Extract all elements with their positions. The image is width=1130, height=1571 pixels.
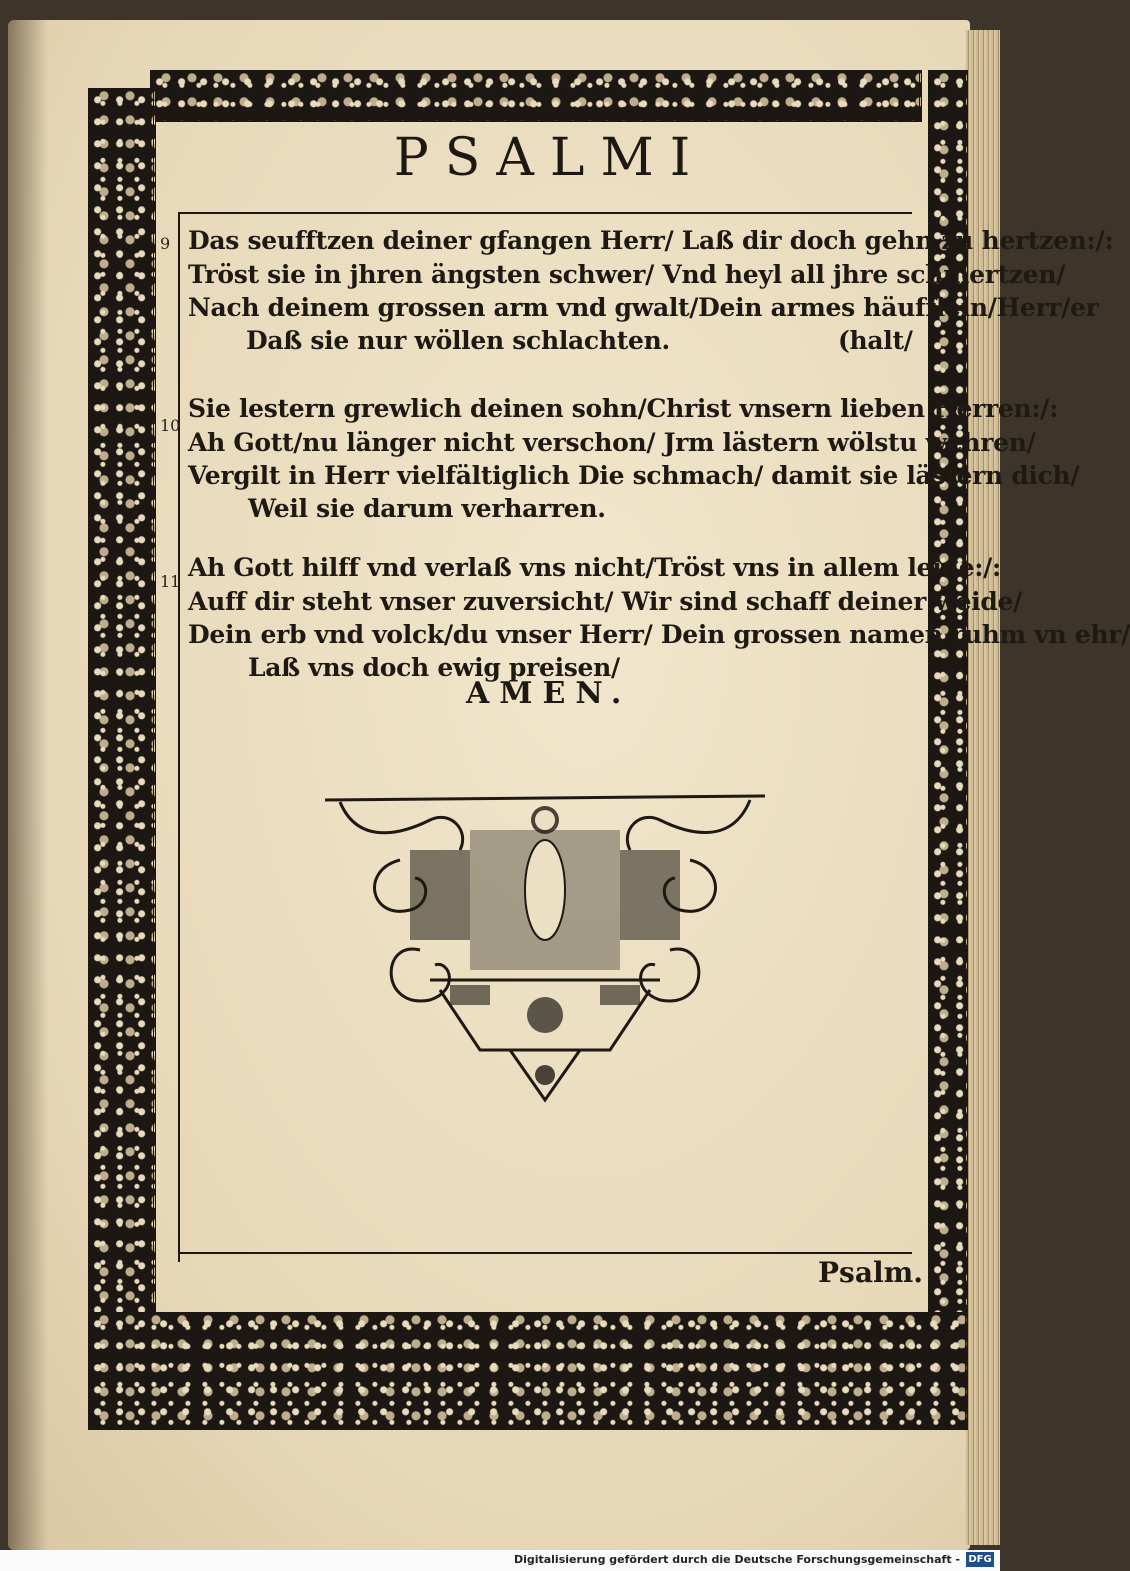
verse-line-turnover: (halt/: [838, 326, 913, 355]
cherub-tailpiece-ornament: [320, 790, 770, 1110]
woodcut-border-left: [88, 88, 156, 1328]
verse-line: Ah Gott hilff vnd verlaß vns nicht/Tröst vns in allem leide:/:: [188, 553, 1001, 582]
catchword: Psalm.: [818, 1256, 923, 1289]
woodcut-border-top: [150, 70, 922, 122]
verse-number: 10: [160, 416, 181, 435]
verse-line: Nach deinem grossen arm vnd gwalt/Dein armes häufflein/Herr/er: [188, 293, 1099, 322]
footer-rule: [178, 1252, 912, 1254]
funding-notice: Digitalisierung gefördert durch die Deutsche Forschungsgemeinschaft -: [513, 1553, 960, 1566]
verse-line: Laß vns doch ewig preisen/: [248, 653, 620, 682]
verse-line: Daß sie nur wöllen schlachten.: [246, 326, 670, 355]
verse-line: Ah Gott/nu länger nicht verschon/ Jrm lästern wölstu wehren/: [188, 428, 1036, 457]
verse-number: 9: [160, 234, 171, 253]
verse-line: Dein erb vnd volck/du vnser Herr/ Dein grossen namen ruhm vn ehr/: [188, 620, 1130, 649]
verse-line: Vergilt in Herr vielfältiglich Die schmach/ damit sie lästern dich/: [188, 461, 1080, 490]
woodcut-border-bottom: [88, 1312, 968, 1430]
left-column-rule: [178, 212, 180, 1262]
verse-line: Das seufftzen deiner gfangen Herr/ Laß dir doch gehn zu hertzen:/:: [188, 226, 1114, 255]
verse-line: Auff dir steht vnser zuversicht/ Wir sind schaff deiner weide/: [188, 587, 1022, 616]
header-rule: [180, 212, 912, 214]
dfg-logo: DFG: [966, 1552, 994, 1567]
amen-closing: AMEN.: [466, 676, 632, 711]
page-edges: [966, 30, 1000, 1545]
verse-line: Weil sie darum verharren.: [248, 494, 606, 523]
gutter-shadow: [8, 20, 48, 1550]
running-title: PSALMI: [393, 128, 707, 188]
woodcut-border-right: [928, 70, 968, 1330]
verse-line: Tröst sie in jhren ängsten schwer/ Vnd heyl all jhre schmertzen/: [188, 260, 1066, 289]
verse-line: Sie lestern grewlich deinen sohn/Christ vnsern lieben Herren:/:: [188, 394, 1059, 423]
verse-number: 11: [160, 572, 181, 591]
